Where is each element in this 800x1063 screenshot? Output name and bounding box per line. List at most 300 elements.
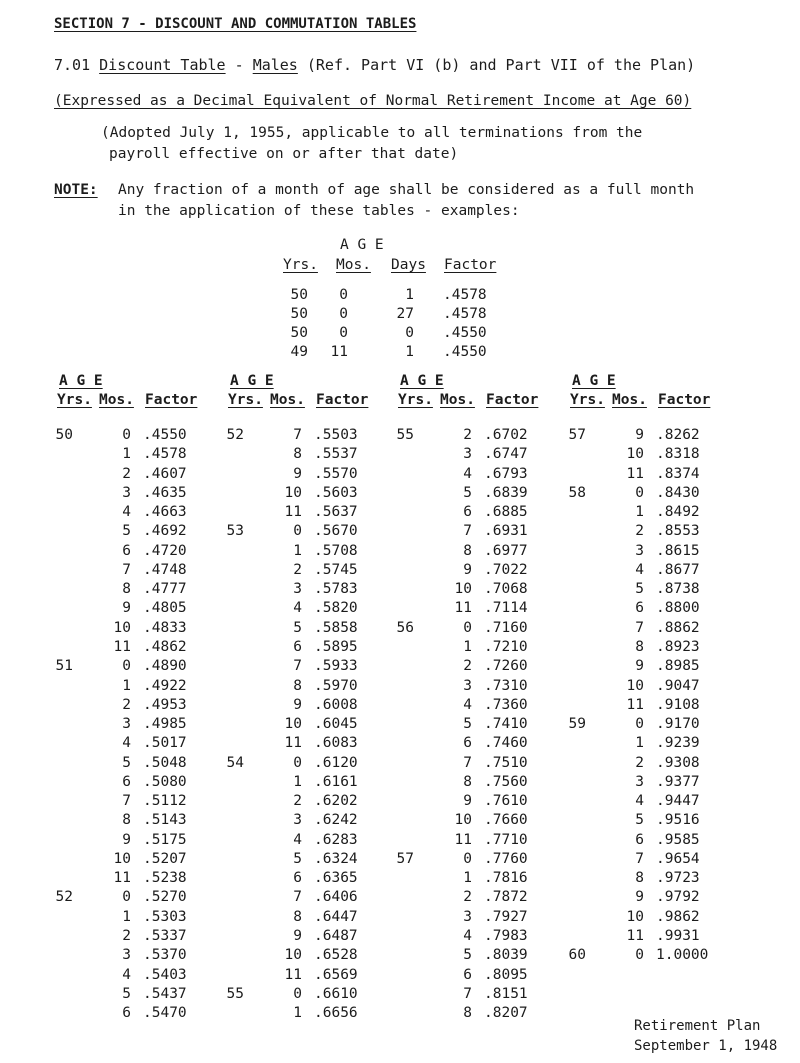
table-cell-mos: 9: [122, 600, 131, 617]
table-cell-factor: .5933: [314, 658, 358, 675]
table-cell-factor: .7660: [484, 812, 528, 829]
table-cell-factor: .8207: [484, 1005, 528, 1022]
table-cell-mos: 4: [463, 696, 472, 713]
col-header-mos: Mos.: [440, 392, 475, 408]
example-cell: .4578: [443, 306, 487, 322]
table-cell-mos: 8: [293, 677, 302, 694]
table-cell-mos: 3: [122, 716, 131, 733]
table-cell-factor: .5503: [314, 427, 358, 443]
table-cell-factor: .5820: [314, 600, 358, 617]
table-cell-mos: 9: [635, 427, 644, 443]
table-cell-mos: 4: [293, 600, 302, 617]
table-cell-factor: .7160: [484, 619, 528, 636]
table-cell-mos: 3: [463, 908, 472, 925]
table-cell-mos: 0: [122, 427, 131, 443]
table-cell-factor: .5603: [314, 484, 358, 501]
table-cell-mos: 2: [635, 523, 644, 540]
table-cell-factor: .8923: [656, 638, 700, 655]
example-header-yrs: Yrs.: [283, 257, 318, 273]
col-header-mos: Mos.: [270, 392, 305, 408]
table-cell-mos: 6: [635, 831, 644, 848]
table-cell-factor: .6161: [314, 773, 358, 790]
table-cell-mos: 10: [284, 484, 302, 501]
col-header-yrs: Yrs.: [228, 392, 263, 408]
table-cell-mos: 5: [463, 484, 472, 501]
example-cell: 50: [290, 287, 308, 303]
table-cell-mos: 5: [293, 619, 302, 636]
table-cell-mos: 8: [463, 542, 472, 559]
table-cell-mos: 7: [463, 523, 472, 540]
table-cell-factor: .8151: [484, 985, 528, 1002]
table-cell-factor: .4692: [143, 523, 187, 540]
table-cell-mos: 11: [284, 504, 302, 521]
table-cell-mos: 6: [293, 870, 302, 887]
note-line-1: Any fraction of a month of age shall be considered as a full month: [118, 182, 695, 198]
table-cell-factor: .5370: [143, 947, 187, 964]
table-cell-factor: .6931: [484, 523, 528, 540]
table-cell-factor: .6008: [314, 696, 358, 713]
table-cell-mos: 11: [454, 600, 472, 617]
table-cell-factor: .6447: [314, 908, 358, 925]
note-line-2: in the application of these tables - examples:: [118, 203, 520, 219]
age-group-header: A G E: [572, 373, 616, 389]
table-cell-factor: .5708: [314, 542, 358, 559]
table-cell-mos: 11: [626, 465, 644, 482]
table-cell-factor: .9654: [656, 850, 700, 867]
table-cell-factor: .5017: [143, 735, 187, 752]
table-cell-mos: 6: [293, 638, 302, 655]
table-cell-factor: .4748: [143, 561, 187, 578]
table-cell-mos: 2: [122, 696, 131, 713]
table-cell-factor: .4578: [143, 446, 187, 463]
table-cell-mos: 0: [293, 754, 302, 771]
table-cell-factor: .4833: [143, 619, 187, 636]
table-cell-factor: .5745: [314, 561, 358, 578]
age-group-header: A G E: [400, 373, 444, 389]
table-cell-factor: .5238: [143, 870, 187, 887]
table-cell-mos: 1: [635, 735, 644, 752]
table-cell-factor: .4550: [143, 427, 187, 443]
table-cell-mos: 5: [635, 812, 644, 829]
table-cell-factor: .6793: [484, 465, 528, 482]
table-cell-mos: 5: [635, 581, 644, 598]
table-cell-mos: 3: [122, 947, 131, 964]
table-cell-mos: 4: [122, 504, 131, 521]
table-cell-factor: .6528: [314, 947, 358, 964]
table-cell-mos: 5: [463, 716, 472, 733]
table-cell-factor: .7983: [484, 928, 528, 945]
table-cell-mos: 7: [635, 850, 644, 867]
table-cell-mos: 0: [463, 619, 472, 636]
table-cell-yrs: 55: [396, 427, 414, 443]
table-cell-factor: .5303: [143, 908, 187, 925]
example-cell: 49: [290, 344, 308, 360]
table-cell-factor: .9447: [656, 793, 700, 810]
table-cell-factor: .5080: [143, 773, 187, 790]
table-cell-factor: .6202: [314, 793, 358, 810]
table-cell-factor: .4635: [143, 484, 187, 501]
table-cell-mos: 10: [454, 581, 472, 598]
table-cell-mos: 1: [122, 677, 131, 694]
table-cell-factor: .9108: [656, 696, 700, 713]
table-cell-factor: .4922: [143, 677, 187, 694]
table-cell-factor: .9308: [656, 754, 700, 771]
table-cell-factor: .5895: [314, 638, 358, 655]
table-cell-factor: .6977: [484, 542, 528, 559]
table-cell-yrs: 54: [226, 754, 244, 771]
table-cell-mos: 4: [635, 561, 644, 578]
table-cell-mos: 4: [293, 831, 302, 848]
table-cell-mos: 3: [463, 677, 472, 694]
table-cell-mos: 8: [293, 446, 302, 463]
table-cell-factor: .4720: [143, 542, 187, 559]
table-cell-factor: .7210: [484, 638, 528, 655]
table-cell-factor: .7310: [484, 677, 528, 694]
table-cell-factor: .8374: [656, 465, 700, 482]
table-cell-mos: 4: [122, 735, 131, 752]
table-cell-mos: 1: [635, 504, 644, 521]
table-cell-mos: 6: [122, 773, 131, 790]
table-cell-mos: 11: [113, 638, 131, 655]
table-cell-factor: .5470: [143, 1005, 187, 1022]
table-cell-factor: .7710: [484, 831, 528, 848]
table-cell-factor: .5143: [143, 812, 187, 829]
table-cell-yrs: 56: [396, 619, 414, 636]
table-cell-factor: .6120: [314, 754, 358, 771]
table-cell-mos: 5: [463, 947, 472, 964]
table-cell-factor: .9585: [656, 831, 700, 848]
table-cell-mos: 9: [122, 831, 131, 848]
table-cell-factor: .8985: [656, 658, 700, 675]
example-cell: 11: [330, 344, 348, 360]
example-cell: .4578: [443, 287, 487, 303]
table-cell-mos: 5: [122, 523, 131, 540]
table-cell-factor: .7760: [484, 850, 528, 867]
section-title: SECTION 7 - DISCOUNT AND COMMUTATION TABLES: [54, 16, 417, 32]
table-cell-mos: 7: [463, 754, 472, 771]
table-cell-mos: 6: [463, 504, 472, 521]
table-cell-yrs: 55: [226, 985, 244, 1002]
table-cell-factor: .8095: [484, 966, 528, 983]
example-header-days: Days: [391, 257, 426, 273]
table-cell-yrs: 59: [568, 716, 586, 733]
table-cell-factor: .6242: [314, 812, 358, 829]
table-cell-mos: 11: [454, 831, 472, 848]
table-cell-factor: .9792: [656, 889, 700, 906]
table-cell-mos: 5: [122, 754, 131, 771]
table-cell-factor: .6839: [484, 484, 528, 501]
table-cell-factor: .9931: [656, 928, 700, 945]
example-cell: .4550: [443, 344, 487, 360]
subtitle-males: Males: [252, 56, 298, 74]
table-cell-mos: 9: [635, 889, 644, 906]
table-cell-yrs: 53: [226, 523, 244, 540]
table-cell-factor: .9723: [656, 870, 700, 887]
table-cell-mos: 3: [463, 446, 472, 463]
col-header-factor: Factor: [486, 392, 539, 408]
col-header-yrs: Yrs.: [398, 392, 433, 408]
table-cell-mos: 0: [635, 484, 644, 501]
example-cell: 1: [405, 344, 414, 360]
table-cell-factor: .7927: [484, 908, 528, 925]
col-header-mos: Mos.: [612, 392, 647, 408]
table-cell-yrs: 57: [568, 427, 586, 443]
table-cell-factor: .6487: [314, 928, 358, 945]
footer-line-1: Retirement Plan: [634, 1018, 761, 1034]
table-cell-factor: .5207: [143, 850, 187, 867]
table-cell-mos: 7: [122, 561, 131, 578]
table-cell-factor: .6656: [314, 1005, 358, 1022]
table-cell-mos: 11: [626, 696, 644, 713]
table-cell-mos: 4: [463, 465, 472, 482]
table-cell-factor: .8553: [656, 523, 700, 540]
adopted-line-2: payroll effective on or after that date): [109, 146, 459, 162]
example-cell: 0: [339, 325, 348, 341]
table-cell-mos: 1: [293, 542, 302, 559]
table-cell-factor: .5970: [314, 677, 358, 694]
table-cell-factor: .7022: [484, 561, 528, 578]
table-cell-mos: 10: [626, 446, 644, 463]
table-cell-mos: 0: [122, 658, 131, 675]
table-cell-mos: 2: [293, 561, 302, 578]
example-cell: 0: [405, 325, 414, 341]
table-cell-factor: .5048: [143, 754, 187, 771]
age-group-header: A G E: [230, 373, 274, 389]
table-cell-factor: .5783: [314, 581, 358, 598]
table-cell-mos: 1: [293, 773, 302, 790]
table-cell-mos: 4: [122, 966, 131, 983]
expressed-line: (Expressed as a Decimal Equivalent of Normal Retirement Income at Age 60): [54, 93, 692, 109]
table-cell-factor: .8738: [656, 581, 700, 598]
table-cell-mos: 6: [122, 542, 131, 559]
table-cell-factor: .6083: [314, 735, 358, 752]
note-label: NOTE:: [54, 182, 98, 198]
table-cell-mos: 3: [635, 542, 644, 559]
table-cell-yrs: 52: [55, 889, 73, 906]
table-cell-mos: 7: [293, 427, 302, 443]
table-cell-mos: 10: [113, 619, 131, 636]
table-cell-factor: .5537: [314, 446, 358, 463]
table-cell-factor: .7510: [484, 754, 528, 771]
table-cell-factor: .5637: [314, 504, 358, 521]
table-cell-factor: .4805: [143, 600, 187, 617]
table-cell-factor: .8492: [656, 504, 700, 521]
col-header-yrs: Yrs.: [57, 392, 92, 408]
table-cell-factor: .4985: [143, 716, 187, 733]
table-cell-mos: 3: [293, 812, 302, 829]
table-cell-mos: 8: [293, 908, 302, 925]
example-header-factor: Factor: [444, 257, 497, 273]
table-cell-mos: 1: [122, 446, 131, 463]
table-cell-factor: .7560: [484, 773, 528, 790]
table-cell-factor: .5437: [143, 985, 187, 1002]
table-cell-mos: 2: [463, 427, 472, 443]
table-cell-mos: 10: [626, 908, 644, 925]
table-cell-mos: 6: [463, 966, 472, 983]
table-cell-factor: .6747: [484, 446, 528, 463]
table-cell-mos: 7: [635, 619, 644, 636]
example-cell: 27: [396, 306, 414, 322]
subtitle-number: 7.01: [54, 56, 91, 74]
table-cell-factor: .7460: [484, 735, 528, 752]
table-cell-mos: 0: [463, 850, 472, 867]
table-cell-mos: 9: [293, 465, 302, 482]
table-cell-mos: 8: [463, 1005, 472, 1022]
table-cell-mos: 5: [293, 850, 302, 867]
table-cell-mos: 10: [113, 850, 131, 867]
table-cell-factor: .9862: [656, 908, 700, 925]
table-cell-mos: 10: [284, 716, 302, 733]
table-cell-factor: .7114: [484, 600, 528, 617]
footer-line-2: September 1, 1948: [634, 1038, 778, 1054]
col-header-factor: Factor: [316, 392, 369, 408]
table-cell-mos: 4: [463, 928, 472, 945]
table-cell-mos: 9: [635, 658, 644, 675]
table-cell-factor: .6610: [314, 985, 358, 1002]
table-cell-yrs: 51: [55, 658, 73, 675]
table-cell-factor: .5270: [143, 889, 187, 906]
table-cell-yrs: 57: [396, 850, 414, 867]
table-cell-factor: .8262: [656, 427, 700, 443]
table-cell-factor: .6045: [314, 716, 358, 733]
table-cell-factor: .7068: [484, 581, 528, 598]
table-cell-mos: 6: [122, 1005, 131, 1022]
table-cell-factor: .6569: [314, 966, 358, 983]
table-cell-factor: .8039: [484, 947, 528, 964]
table-cell-mos: 2: [635, 754, 644, 771]
table-cell-factor: .5570: [314, 465, 358, 482]
table-cell-mos: 8: [635, 870, 644, 887]
table-cell-factor: .4953: [143, 696, 187, 713]
table-cell-factor: .7410: [484, 716, 528, 733]
table-cell-factor: .9239: [656, 735, 700, 752]
table-cell-mos: 1: [293, 1005, 302, 1022]
table-cell-mos: 3: [635, 773, 644, 790]
table-cell-factor: 1.0000: [656, 947, 709, 964]
table-cell-factor: .4862: [143, 638, 187, 655]
table-cell-factor: .5858: [314, 619, 358, 636]
table-cell-mos: 9: [463, 561, 472, 578]
table-cell-mos: 3: [293, 581, 302, 598]
table-cell-factor: .6406: [314, 889, 358, 906]
subtitle-ref: (Ref. Part VI (b) and Part VII of the Plan): [306, 56, 696, 74]
table-cell-factor: .4890: [143, 658, 187, 675]
example-header-row: [0, 256, 800, 278]
table-cell-mos: 7: [463, 985, 472, 1002]
example-cell: .4550: [443, 325, 487, 341]
table-cell-mos: 10: [626, 677, 644, 694]
table-cell-mos: 11: [113, 870, 131, 887]
col-header-factor: Factor: [658, 392, 711, 408]
table-cell-factor: .4777: [143, 581, 187, 598]
table-cell-mos: 8: [463, 773, 472, 790]
adopted-line-1: (Adopted July 1, 1955, applicable to all terminations from the: [101, 125, 643, 141]
example-cell: 50: [290, 306, 308, 322]
table-cell-factor: .5337: [143, 928, 187, 945]
table-cell-factor: .6283: [314, 831, 358, 848]
table-cell-factor: .9047: [656, 677, 700, 694]
table-cell-yrs: 52: [226, 427, 244, 443]
table-cell-factor: .6324: [314, 850, 358, 867]
table-cell-factor: .7260: [484, 658, 528, 675]
table-cell-mos: 6: [463, 735, 472, 752]
table-cell-factor: .8318: [656, 446, 700, 463]
table-cell-mos: 10: [284, 947, 302, 964]
table-cell-factor: .9170: [656, 716, 700, 733]
table-cell-mos: 7: [293, 889, 302, 906]
table-cell-mos: 8: [635, 638, 644, 655]
table-cell-mos: 5: [122, 985, 131, 1002]
table-cell-mos: 9: [463, 793, 472, 810]
table-cell-mos: 2: [463, 889, 472, 906]
table-cell-yrs: 60: [568, 947, 586, 964]
table-cell-mos: 1: [463, 638, 472, 655]
table-cell-mos: 11: [626, 928, 644, 945]
table-cell-factor: .9516: [656, 812, 700, 829]
age-group-header: A G E: [59, 373, 103, 389]
table-cell-mos: 4: [635, 793, 644, 810]
table-cell-factor: .9377: [656, 773, 700, 790]
table-cell-mos: 2: [463, 658, 472, 675]
example-cell: 1: [405, 287, 414, 303]
table-cell-factor: .5112: [143, 793, 187, 810]
example-age-header: A G E: [340, 237, 384, 253]
table-cell-mos: 3: [122, 484, 131, 501]
table-cell-mos: 0: [635, 716, 644, 733]
table-cell-mos: 0: [122, 889, 131, 906]
table-cell-factor: .4607: [143, 465, 187, 482]
example-cell: 0: [339, 287, 348, 303]
table-cell-mos: 0: [293, 985, 302, 1002]
table-cell-mos: 2: [293, 793, 302, 810]
col-header-yrs: Yrs.: [570, 392, 605, 408]
table-cell-factor: .7610: [484, 793, 528, 810]
table-cell-mos: 0: [635, 947, 644, 964]
table-cell-factor: .7872: [484, 889, 528, 906]
table-cell-mos: 11: [284, 966, 302, 983]
example-header-mos: Mos.: [336, 257, 371, 273]
table-cell-mos: 6: [635, 600, 644, 617]
table-cell-mos: 2: [122, 465, 131, 482]
table-cell-mos: 0: [293, 523, 302, 540]
subtitle-line: 7.01 Discount Table - Males (Ref. Part VI (b) and Part VII of the Plan): [54, 56, 696, 74]
table-cell-mos: 8: [122, 581, 131, 598]
col-header-mos: Mos.: [99, 392, 134, 408]
table-cell-factor: .7360: [484, 696, 528, 713]
table-cell-mos: 7: [293, 658, 302, 675]
table-cell-factor: .8862: [656, 619, 700, 636]
table-cell-mos: 1: [463, 870, 472, 887]
table-cell-mos: 9: [293, 696, 302, 713]
table-cell-factor: .6365: [314, 870, 358, 887]
example-cell: 50: [290, 325, 308, 341]
example-cell: 0: [339, 306, 348, 322]
table-cell-factor: .7816: [484, 870, 528, 887]
table-cell-factor: .5175: [143, 831, 187, 848]
table-cell-factor: .6702: [484, 427, 528, 443]
table-cell-factor: .8800: [656, 600, 700, 617]
table-cell-factor: .6885: [484, 504, 528, 521]
table-cell-mos: 11: [284, 735, 302, 752]
table-cell-mos: 7: [122, 793, 131, 810]
table-cell-factor: .4663: [143, 504, 187, 521]
table-cell-factor: .8615: [656, 542, 700, 559]
table-cell-mos: 8: [122, 812, 131, 829]
table-cell-factor: .5670: [314, 523, 358, 540]
subtitle-table-name: Discount Table: [99, 56, 226, 74]
table-cell-factor: .5403: [143, 966, 187, 983]
table-cell-yrs: 50: [55, 427, 73, 443]
